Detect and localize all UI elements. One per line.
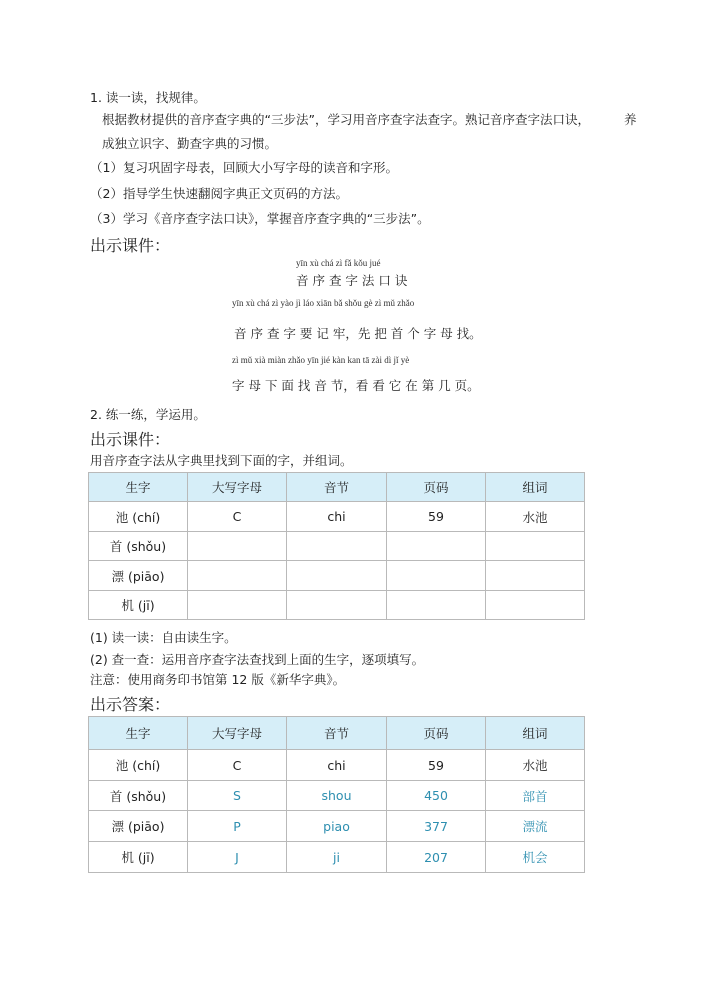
table-cell bbox=[387, 591, 486, 620]
section1-heading: 1. 读一读，找规律。 bbox=[90, 90, 206, 105]
table-cell: C bbox=[188, 750, 287, 781]
intro-line2: 成独立识字、勤查字典的习惯。 bbox=[102, 136, 278, 151]
table-cell: 首 (shǒu) bbox=[89, 781, 188, 811]
section2-heading: 2. 练一练，学运用。 bbox=[90, 407, 206, 422]
table-row bbox=[89, 750, 585, 781]
table-cell: C bbox=[188, 502, 287, 532]
table-row bbox=[89, 811, 585, 842]
table-cell: 池 (chí) bbox=[89, 750, 188, 781]
answer-cell: 机会 bbox=[486, 842, 585, 873]
caution-text: 注意：使用商务印书馆第 12 版《新华字典》。 bbox=[90, 672, 346, 687]
answer-cell: 377 bbox=[387, 811, 486, 842]
poem-line2-pinyin: zì mǔ xià miàn zhǎo yīn jié kàn kan tā zài dì jǐ yè bbox=[232, 355, 410, 365]
answer-cell: 207 bbox=[387, 842, 486, 873]
table-row bbox=[89, 532, 585, 561]
table-row bbox=[89, 591, 585, 620]
answer-table bbox=[88, 716, 585, 873]
note-2: (2) 查一查：运用音序查字法查找到上面的生字，逐项填写。 bbox=[90, 652, 425, 667]
answer-cell: shou bbox=[287, 781, 387, 811]
step-2: （2）指导学生快速翻阅字典正文页码的方法。 bbox=[90, 186, 348, 201]
table-cell: 首 (shǒu) bbox=[89, 532, 188, 561]
step-3: （3）学习《音序查字法口诀》，掌握音序查字典的“三步法”。 bbox=[90, 211, 430, 226]
task-text: 用音序查字法从字典里找到下面的字，并组词。 bbox=[90, 453, 353, 468]
table-cell: 机 (jī) bbox=[89, 591, 188, 620]
show-answer-label: 出示答案： bbox=[90, 695, 171, 714]
col-header: 大写字母 bbox=[188, 717, 287, 750]
table-row bbox=[89, 781, 585, 811]
table-cell: 漂 (piāo) bbox=[89, 811, 188, 842]
table-cell bbox=[188, 591, 287, 620]
poem-line1-pinyin: yīn xù chá zì yào jì láo xiān bǎ shǒu gè zì mǔ zhǎo bbox=[232, 298, 415, 308]
show-courseware-label-2: 出示课件： bbox=[90, 430, 171, 449]
table-row bbox=[89, 502, 585, 532]
note-1: (1) 读一读：自由读生字。 bbox=[90, 630, 237, 645]
table-cell bbox=[287, 591, 387, 620]
col-header: 页码 bbox=[387, 717, 486, 750]
poem-line2: 字 母 下 面 找 音 节，看 看 它 在 第 几 页。 bbox=[232, 378, 480, 393]
answer-cell: 部首 bbox=[486, 781, 585, 811]
answer-cell: piao bbox=[287, 811, 387, 842]
answer-cell: ji bbox=[287, 842, 387, 873]
col-header: 音节 bbox=[287, 473, 387, 502]
poem-title: 音 序 查 字 法 口 诀 bbox=[296, 273, 408, 288]
poem-line1: 音 序 查 字 要 记 牢，先 把 首 个 字 母 找。 bbox=[234, 326, 482, 341]
table-cell: 池 (chí) bbox=[89, 502, 188, 532]
table-cell bbox=[188, 561, 287, 591]
table-cell: 59 bbox=[387, 750, 486, 781]
col-header: 音节 bbox=[287, 717, 387, 750]
table-cell bbox=[287, 532, 387, 561]
table-cell: 漂 (piāo) bbox=[89, 561, 188, 591]
table-cell: chi bbox=[287, 750, 387, 781]
table-header-row bbox=[89, 717, 585, 750]
col-header: 页码 bbox=[387, 473, 486, 502]
table-cell: 水池 bbox=[486, 750, 585, 781]
table-cell bbox=[486, 561, 585, 591]
intro-line1: 根据教材提供的音序查字典的“三步法”，学习用音序查字法查字。熟记音序查字法口诀， bbox=[102, 112, 590, 127]
table-header-row bbox=[89, 473, 585, 502]
table-row bbox=[89, 561, 585, 591]
exercise-table bbox=[88, 472, 585, 620]
poem-title-pinyin: yīn xù chá zì fǎ kǒu jué bbox=[296, 258, 381, 268]
table-cell: 水池 bbox=[486, 502, 585, 532]
answer-cell: 漂流 bbox=[486, 811, 585, 842]
table-cell bbox=[486, 591, 585, 620]
answer-cell: P bbox=[188, 811, 287, 842]
table-cell: 59 bbox=[387, 502, 486, 532]
table-row bbox=[89, 842, 585, 873]
table-cell bbox=[387, 532, 486, 561]
col-header: 大写字母 bbox=[188, 473, 287, 502]
step-1: （1）复习巩固字母表，回顾大小写字母的读音和字形。 bbox=[90, 160, 398, 175]
answer-cell: S bbox=[188, 781, 287, 811]
intro-line1-tail: 养 bbox=[624, 112, 637, 127]
col-header: 组词 bbox=[486, 717, 585, 750]
col-header: 生字 bbox=[89, 473, 188, 502]
show-courseware-label-1: 出示课件： bbox=[90, 236, 171, 255]
answer-cell: J bbox=[188, 842, 287, 873]
col-header: 组词 bbox=[486, 473, 585, 502]
table-cell: chi bbox=[287, 502, 387, 532]
table-cell bbox=[287, 561, 387, 591]
table-cell bbox=[188, 532, 287, 561]
col-header: 生字 bbox=[89, 717, 188, 750]
table-cell bbox=[486, 532, 585, 561]
answer-cell: 450 bbox=[387, 781, 486, 811]
table-cell bbox=[387, 561, 486, 591]
table-cell: 机 (jī) bbox=[89, 842, 188, 873]
